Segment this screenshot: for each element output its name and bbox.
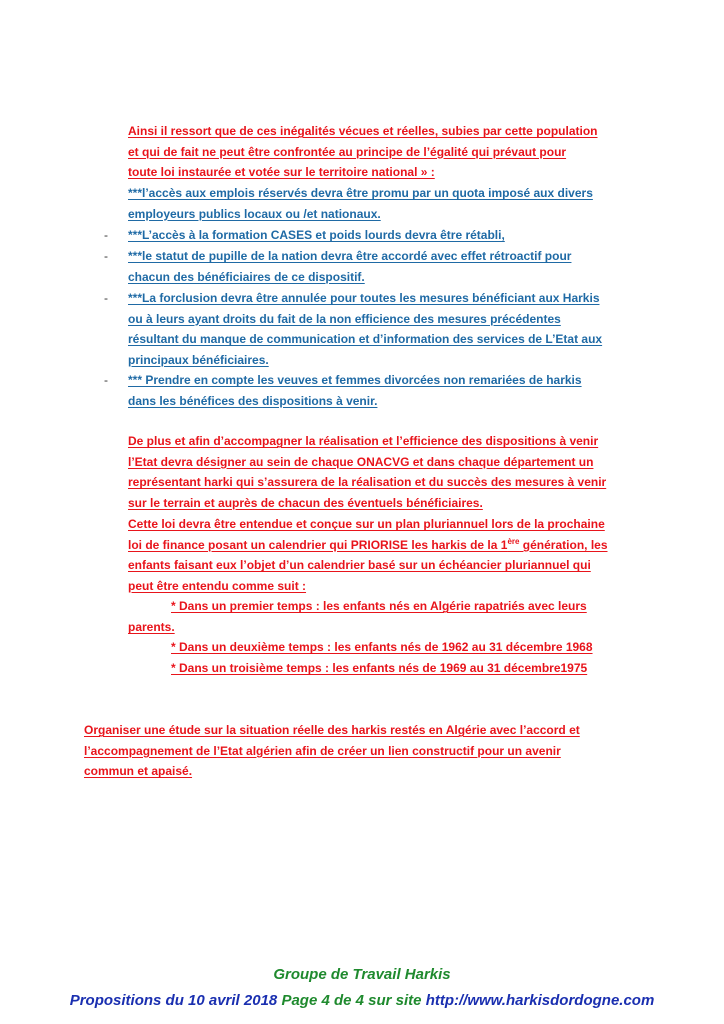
pluriannuel-paragraph: Cette loi devra être entendue et conçue sur un plan pluriannuel lors de la prochaine loi de finance posant un calendrier qui PRIORISE les harkis de la 1ère génération, les enfants faisant eux l’objet d’un calendrier basé sur un échéancier pluriannuel qui peut être entendu comme suit : — [128, 517, 608, 593]
onacvg-paragraph: De plus et afin d’accompagner la réalisation et l’efficience des dispositions à venir l’Etat devra désigner au sein de chaque ONACVG et dans chaque département un représentant harki qui s’assurera de la réalisation et du succès des mesures à venir sur le terrain et auprès de chacun des éventuels bénéficiaires. — [128, 434, 607, 510]
bullet-veuves: *** Prendre en compte les veuves et femmes divorcées non remariées de harkis dans les bénéfices des dispositions à venir. — [128, 373, 582, 408]
schedule-item-2: * Dans un deuxième temps : les enfants nés de 1962 au 31 décembre 1968 — [171, 640, 593, 654]
intro-paragraph — [128, 121, 640, 183]
footer-propositions — [0, 992, 724, 1009]
footer-url-link[interactable]: http://www.harkisdordogne.com — [425, 992, 655, 1009]
bullet-dash: - — [104, 373, 108, 387]
intro-line-1: Ainsi il ressort que de ces inégalités vécues et réelles, subies par cette population — [128, 124, 598, 138]
schedule-item-1-continued: parents. — [128, 620, 175, 634]
schedule-item-1: * Dans un premier temps : les enfants nés en Algérie rapatriés avec leurs — [171, 599, 587, 613]
bullet-forclusion: ***La forclusion devra être annulée pour toutes les mesures bénéficiant aux Harkis ou à leurs ayant droits du fait de la non efficience des mesures précédentes résultant du manque de communication et d’information des services de L’Etat aux principaux bénéficiaires. — [128, 291, 603, 367]
emplois-paragraph — [128, 183, 640, 224]
bullet-dash: - — [104, 291, 108, 305]
emplois-line-1: ***l’accès aux emplois réservés devra être promu par un quota imposé aux divers — [128, 186, 593, 200]
footer-group-title: Groupe de Travail Harkis — [273, 966, 451, 983]
footer-date: Propositions du 10 avril 2018 — [69, 992, 282, 1009]
intro-line-3: toute loi instaurée et votée sur le territoire national » : — [128, 165, 435, 179]
footer-page: Page 4 de 4 sur site — [281, 992, 426, 1009]
etude-paragraph: Organiser une étude sur la situation réelle des harkis restés en Algérie avec l’accord et l’accompagnement de l’Etat algérien afin de créer un lien constructif pour un avenir commun et apaisé. — [84, 723, 580, 778]
schedule-item-3: * Dans un troisième temps : les enfants nés de 1969 au 31 décembre1975 — [171, 661, 588, 675]
bullet-cases: ***L’accès à la formation CASES et poids lourds devra être rétabli, — [128, 228, 505, 242]
bullet-dash: - — [104, 249, 108, 263]
bullet-dash: - — [104, 228, 108, 242]
emplois-line-2: employeurs publics locaux ou /et nationaux. — [128, 206, 381, 221]
intro-line-2: et qui de fait ne peut être confrontée au principe de l’égalité qui prévaut pour — [128, 144, 567, 159]
bullet-pupille: ***le statut de pupille de la nation devra être accordé avec effet rétroactif pour chacun des bénéficiaires de ce dispositif. — [128, 249, 572, 284]
